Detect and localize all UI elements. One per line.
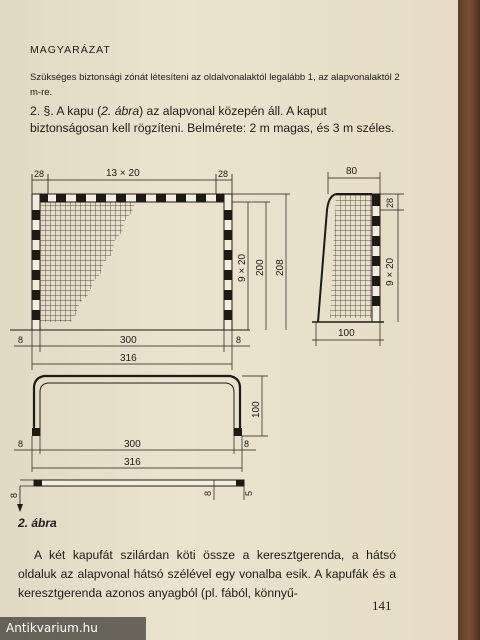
safety-note: Szükséges biztonsági zónát létesíteni az oldalvonalaktól legalább 1, az alapvonalaktól 2 m-re. [30,72,400,98]
paragraph-goal [30,103,402,137]
figure-reference: 2. ábra [101,104,140,118]
top-dim-316: 316 [124,457,141,468]
base-dim-8-left: 8 [9,492,19,498]
side-dim-80: 80 [346,166,358,177]
dim-200: 200 [255,259,266,276]
goal-diagram [0,150,440,520]
side-dim-grid: 9 × 20 [385,257,396,286]
base-dim-8-right: 8 [203,490,213,496]
top-dim-8-left: 8 [18,439,24,449]
section-heading: MAGYARÁZAT [30,44,111,56]
dim-208: 208 [275,259,286,276]
page-number: 141 [372,598,392,613]
top-dim-300: 300 [124,439,141,450]
side-dim-100: 100 [338,328,355,339]
dim-28-right: 28 [218,169,229,179]
dim-8-right: 8 [236,335,242,345]
dim-grid-width: 13 × 20 [106,168,140,179]
dim-300: 300 [120,335,137,346]
para-prefix: 2. §. A kapu ( [30,104,102,118]
dim-316: 316 [120,353,137,364]
dim-grid-height: 9 × 20 [237,253,248,282]
watermark: Antikvarium.hu [0,617,146,640]
figure-caption: 2. ábra [18,516,57,530]
book-spine [458,0,480,640]
base-dim-5: 5 [244,490,254,496]
para-rest: ) az alapvonal közepén áll. A kaput biztonságosan kell rögzíteni. Belmérete: 2 m magas, és 3 m széles. [30,104,395,135]
top-dim-8-right: 8 [244,439,250,449]
dim-28-left: 28 [34,169,45,179]
dim-8-left: 8 [18,335,24,345]
side-dim-28: 28 [385,197,395,208]
top-dim-100: 100 [251,401,262,418]
paragraph-crossbar: A két kapufát szilárdan köti össze a keresztgerenda, a hátsó oldaluk az alapvonal hátsó szélével egy vonalba esik. A kapufák és a keresztgerenda azonos anyagból (pl. fából, könnyű- [18,548,396,600]
